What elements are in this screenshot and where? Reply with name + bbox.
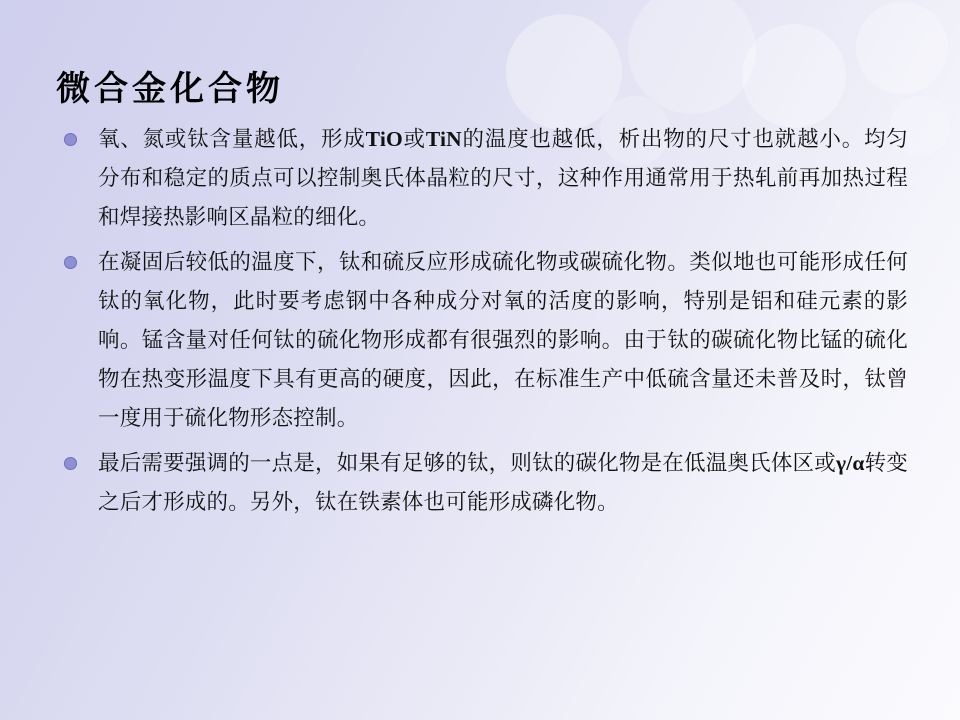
bullet-dot-icon: [64, 256, 77, 269]
decorative-circle: [506, 14, 622, 130]
bullet-dot-icon: [64, 457, 77, 470]
list-item-text: 在凝固后较低的温度下，钛和硫反应形成硫化物或碳硫化物。类似地也可能形成任何钛的氧化物，此时要考虑钢中各种成分对氧的活度的影响，特别是铝和硅元素的影响。锰含量对任何钛的硫化物形成都有很强烈的影响。由于钛的碳硫化物比锰的硫化物在热变形温度下具有更高的硬度，因此，在标准生产中低硫含量还未普及时，钛曾一度用于硫化物形态控制。: [98, 250, 908, 430]
list-item: [56, 444, 908, 522]
list-item: [56, 120, 908, 237]
list-item: [56, 243, 908, 438]
decorative-circle: [742, 24, 846, 128]
slide-title: 微合金化合物: [56, 70, 284, 108]
bullet-dot-icon: [64, 133, 77, 146]
list-item-text: 氧、氮或钛含量越低，形成TiO或TiN的温度也越低，析出物的尺寸也就越小。均匀分布和稳定的质点可以控制奥氏体晶粒的尺寸，这种作用通常用于热轧前再加热过程和焊接热影响区晶粒的细化。: [98, 127, 909, 229]
decorative-circle: [628, 0, 756, 114]
decorative-circle: [856, 2, 948, 94]
slide-body-list: [56, 120, 908, 528]
list-item-text: 最后需要强调的一点是，如果有足够的钛，则钛的碳化物是在低温奥氏体区或γ/α转变之后才形成的。另外，钛在铁素体也可能形成磷化物。: [98, 451, 908, 514]
